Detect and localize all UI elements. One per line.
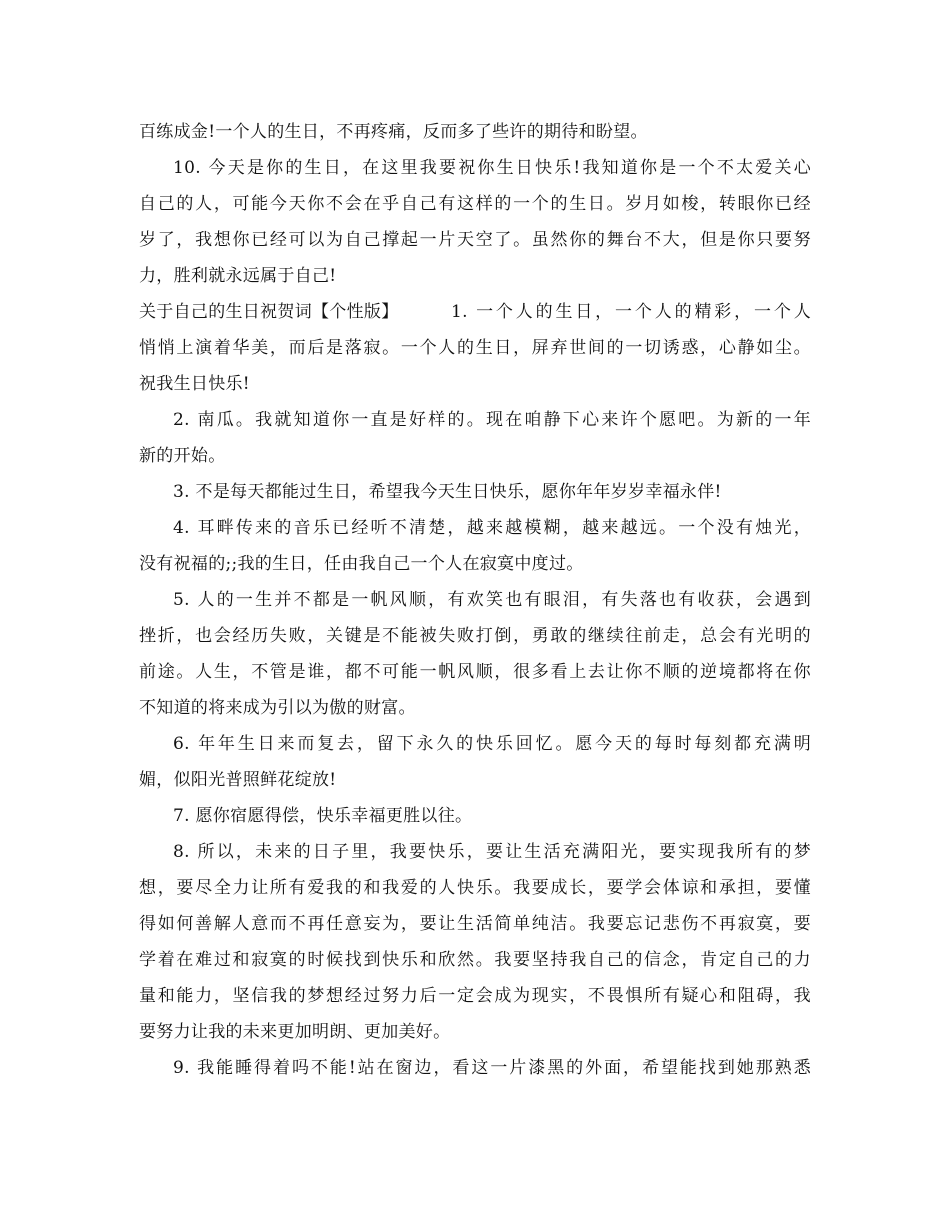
text-line: 新的开始。 xyxy=(139,446,226,466)
text-line: 力，胜利就永远属于自己! xyxy=(139,266,337,286)
text-line: 2. 南瓜。我就知道你一直是好样的。现在咱静下心来许个愿吧。为新的一年 xyxy=(173,410,811,430)
text-line: 挫折，也会经历失败，关键是不能被失败打倒，勇敢的继续往前走，总会有光明的 xyxy=(139,626,811,646)
text-line: 悄悄上演着华美，而后是落寂。一个人的生日，屏弃世间的一切诱惑，心静如尘。 xyxy=(139,338,811,358)
text-line: 没有祝福的;;我的生日，任由我自己一个人在寂寞中度过。 xyxy=(139,554,584,574)
text-line: 岁了，我想你已经可以为自己撑起一片天空了。虽然你的舞台不大，但是你只要努 xyxy=(139,230,811,250)
text-line: 4. 耳畔传来的音乐已经听不清楚，越来越模糊，越来越远。一个没有烛光， xyxy=(173,518,811,538)
text-line: 要努力让我的未来更加明朗、更加美好。 xyxy=(139,1022,451,1042)
text-line: 3. 不是每天都能过生日，希望我今天生日快乐，愿你年年岁岁幸福永伴! xyxy=(173,482,722,502)
text-line: 学着在难过和寂寞的时候找到快乐和欣然。我要坚持我自己的信念，肯定自己的力 xyxy=(139,950,811,970)
text-line: 9. 我能睡得着吗不能!站在窗边，看这一片漆黑的外面，希望能找到她那熟悉 xyxy=(173,1058,811,1078)
text-line: 5. 人的一生并不都是一帆风顺，有欢笑也有眼泪，有失落也有收获，会遇到 xyxy=(173,590,811,610)
text-line: 10. 今天是你的生日，在这里我要祝你生日快乐!我知道你是一个不太爱关心 xyxy=(173,158,811,178)
text-line: 百练成金!一个人的生日，不再疼痛，反而多了些许的期待和盼望。 xyxy=(139,122,648,142)
text-line: 祝我生日快乐! xyxy=(139,374,250,394)
text-line: 量和能力，坚信我的梦想经过努力后一定会成为现实，不畏惧所有疑心和阻碍，我 xyxy=(139,986,811,1006)
text-line: 前途。人生，不管是谁，都不可能一帆风顺，很多看上去让你不顺的逆境都将在你 xyxy=(139,662,811,682)
text-line: 媚，似阳光普照鲜花绽放! xyxy=(139,770,337,790)
section-heading-row xyxy=(139,294,811,330)
text-line: 自己的人，可能今天你不会在乎自己有这样的一个的生日。岁月如梭，转眼你已经 xyxy=(139,194,811,214)
text-line: 6. 年年生日来而复去，留下永久的快乐回忆。愿今天的每时每刻都充满明 xyxy=(173,734,811,754)
text-line: 1. 一个人的生日，一个人的精彩，一个人 xyxy=(451,302,811,322)
text-line: 7. 愿你宿愿得偿，快乐幸福更胜以往。 xyxy=(173,806,473,826)
text-line: 得如何善解人意而不再任意妄为，要让生活简单纯洁。我要忘记悲伤不再寂寞，要 xyxy=(139,914,811,934)
text-line: 不知道的将来成为引以为傲的财富。 xyxy=(139,698,416,718)
text-line: 想，要尽全力让所有爱我的和我爱的人快乐。我要成长，要学会体谅和承担，要懂 xyxy=(139,878,811,898)
document-page xyxy=(139,114,811,1086)
text-line: 8. 所以，未来的日子里，我要快乐，要让生活充满阳光，要实现我所有的梦 xyxy=(173,842,811,862)
section-heading: 关于自己的生日祝贺词【个性版】 xyxy=(139,302,399,322)
